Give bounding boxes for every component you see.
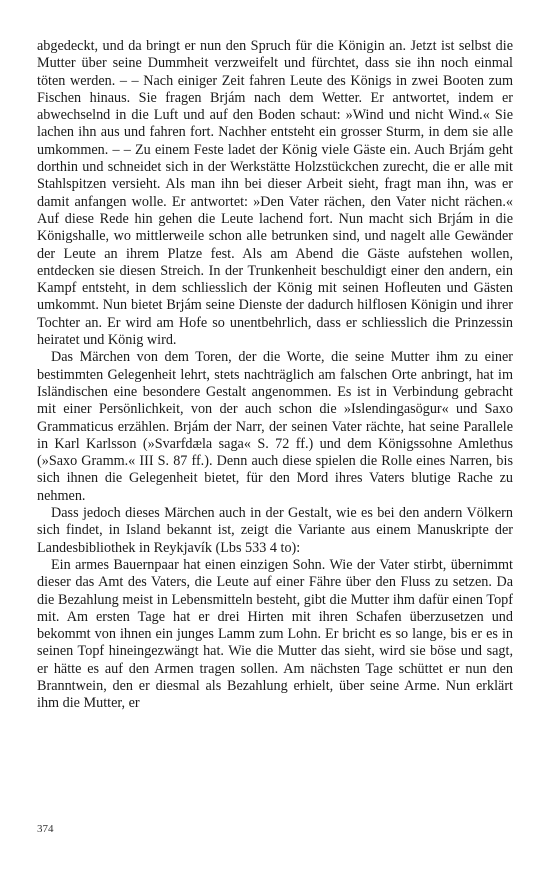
body-text (37, 38, 513, 713)
paragraph-3: Dass jedoch dieses Märchen auch in der Gestalt, wie es bei den andern Völkern sich findet, in Island bekannt ist, zeigt die Variante aus einem Manuskripte der Landesbibliothek in Reykjavík (Lbs 533 4 to): (37, 505, 513, 556)
paragraph-4: Ein armes Bauernpaar hat einen einzigen Sohn. Wie der Vater stirbt, übernimmt dieser das Amt des Vaters, die Leute auf einer Fähre über den Fluss zu setzen. Da die Bezahlung meist in Lebensmitteln besteht, gibt die Mutter ihm dafür einen Topf mit. Am ersten Tage hat er drei Hirten mit ihren Schafen überzusetzen und bekommt von ihnen ein junges Lamm zum Lohn. Er bricht es so lange, bis er es in seinen Topf hineingezwängt hat. Wie die Mutter das sieht, wird sie böse und sagt, er hätte es auf den Armen tragen sollen. Am nächsten Tage schüttet er nun den Branntwein, den er diesmal als Bezahlung erhielt, über seine Arme. Nun erklärt ihm die Mutter, er (37, 556, 513, 712)
page-number: 374 (37, 823, 54, 835)
paragraph-1: abgedeckt, und da bringt er nun den Spruch für die Königin an. Jetzt ist selbst die Mutter über seine Dummheit verzweifelt und fürchtet, dass sie ihn noch einmal töten werden. – – Nach einiger Zeit fahren Leute des Königs in zwei Booten zum Fischen hinaus. Sie fragen Brjám nach dem Wetter. Er antwortet, indem er abwechselnd in die Luft und auf den Boden schaut: »Wind und nicht Wind.« Sie lachen ihn aus und fahren fort. Nachher entsteht ein grosser Sturm, in dem sie alle umkommen. – – Zu einem Feste ladet der König viele Gäste ein. Auch Brjám geht dorthin und schneidet sich in der Werkstätte Holzstückchen zurecht, die er alle mit Stahlspitzen versieht. Als man ihn bei dieser Arbeit sieht, fragt man ihn, was er damit anfangen wolle. Er antwortet: »Den Vater rächen, den Vater nicht rächen.« Auf diese Rede hin gehen die Leute lachend fort. Nun macht sich Brjám in die Königshalle, wo mittlerweile schon alle betrunken sind, und nagelt alle Gewänder der Leute an ihrem Platze fest. Als am Abend die Gäste aufstehen wollen, entdecken sie diesen Streich. In der Trunkenheit beschuldigt einer den andern, ein Kampf entsteht, in dem schliesslich der König mit seinen Hofleuten und Gästen umkommt. Nun bietet Brjám seine Dienste der dadurch hilflosen Königin und ihrer Tochter an. Er wird am Hofe so unentbehrlich, dass er schliesslich die Prinzessin heiratet und König wird. (37, 38, 513, 349)
paragraph-2: Das Märchen von dem Toren, der die Worte, die seine Mutter ihm zu einer bestimmten Gelegenheit lehrt, stets nachträglich am falschen Orte anbringt, hat im Isländischen eine besondere Gestalt angenommen. Es ist in Verbindung gebracht mit einer Persönlichkeit, von der auch schon die »Islendingasögur« und Saxo Grammaticus erzählen. Brjám der Narr, der seinen Vater rächte, hat seine Parallele in Karl Karlsson (»Svarfdæla saga« S. 72 ff.) und dem Königssohne Amlethus (»Saxo Gramm.« III S. 87 ff.). Denn auch diese spielen die Rolle eines Narren, bis sich ihnen die Gelegenheit bietet, für den Mord ihres Vaters blutige Rache zu nehmen. (37, 349, 513, 504)
